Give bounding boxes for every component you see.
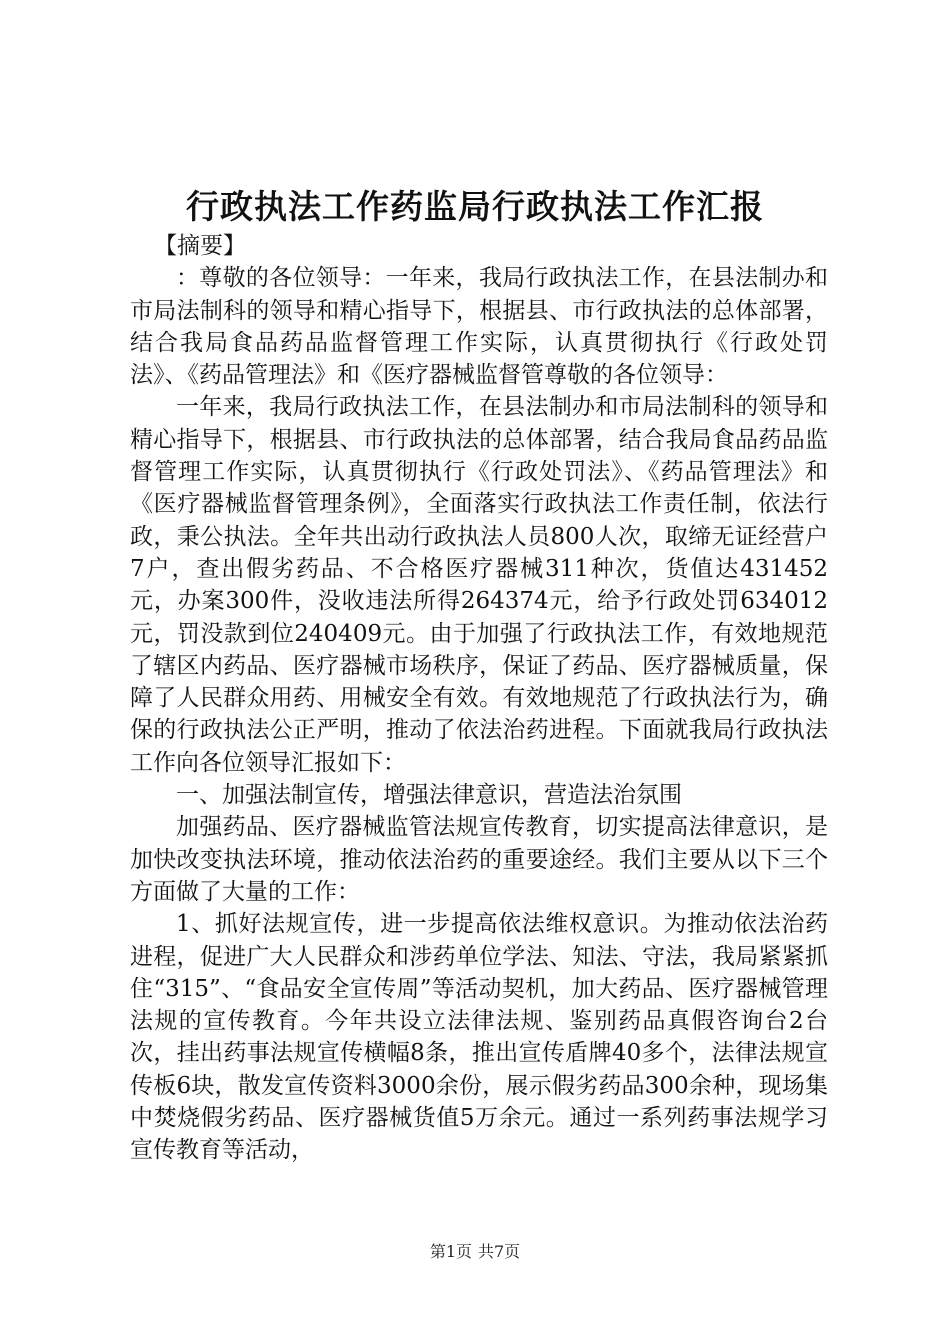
paragraph-section-intro: 加强药品、医疗器械监管法规宣传教育，切实提高法律意识，是加快改变执法环境，推动依法治药的重要途经。我们主要从以下三个方面做了大量的工作： [130,814,828,905]
page-footer [0,1240,950,1264]
page-number: 第1页 [429,1242,472,1261]
paragraph-opening: ：尊敬的各位领导：一年来，我局行政执法工作，在县法制办和市局法制科的领导和精心指导下，根据县、市行政执法的总体部署，结合我局食品药品监督管理工作实际，认真贯彻执行《行政处罚法》、《药品管理法》和《医疗器械监督管尊敬的各位领导： [130,265,828,389]
document-title: 行政执法工作药监局行政执法工作汇报 [186,187,764,226]
abstract-label: 【摘要】 [154,233,246,259]
paragraph-item-1: 1、抓好法规宣传，进一步提高依法维权意识。为推动依法治药进程，促进广大人民群众和涉药单位学法、知法、守法，我局紧紧抓住“315”、“食品安全宣传周”等活动契机，加大药品、医疗器械管理法规的宣传教育。今年共设立法律法规、鉴别药品真假咨询台2台次，挂出药事法规宣传横幅8条，推出宣传盾牌40多个，法律法规宣传板6块，散发宣传资料3000余份，展示假劣药品300余种，现场集中焚烧假劣药品、医疗器械货值5万余元。通过一系列药事法规学习宣传教育等活动， [130,911,828,1164]
document-body [130,230,828,1167]
paragraph-summary: 一年来，我局行政执法工作，在县法制办和市局法制科的领导和精心指导下，根据县、市行政执法的总体部署，结合我局食品药品监督管理工作实际，认真贯彻执行《行政处罚法》、《药品管理法》和《医疗器械监督管理条例》，全面落实行政执法工作责任制，依法行政，秉公执法。全年共出动行政执法人员800人次，取缔无证经营户7户，查出假劣药品、不合格医疗器械311种次，货值达431452元，办案300件，没收违法所得264374元，给予行政处罚634012元，罚没款到位240409元。由于加强了行政执法工作，有效地规范了辖区内药品、医疗器械市场秩序，保证了药品、医疗器械质量，保障了人民群众用药、用械安全有效。有效地规范了行政执法行为，确保的行政执法公正严明，推动了依法治药进程。下面就我局行政执法工作向各位领导汇报如下： [130,394,828,776]
page-total: 共7页 [478,1242,521,1261]
section-heading-1: 一、加强法制宣传，增强法律意识，营造法治氛围 [176,782,682,809]
